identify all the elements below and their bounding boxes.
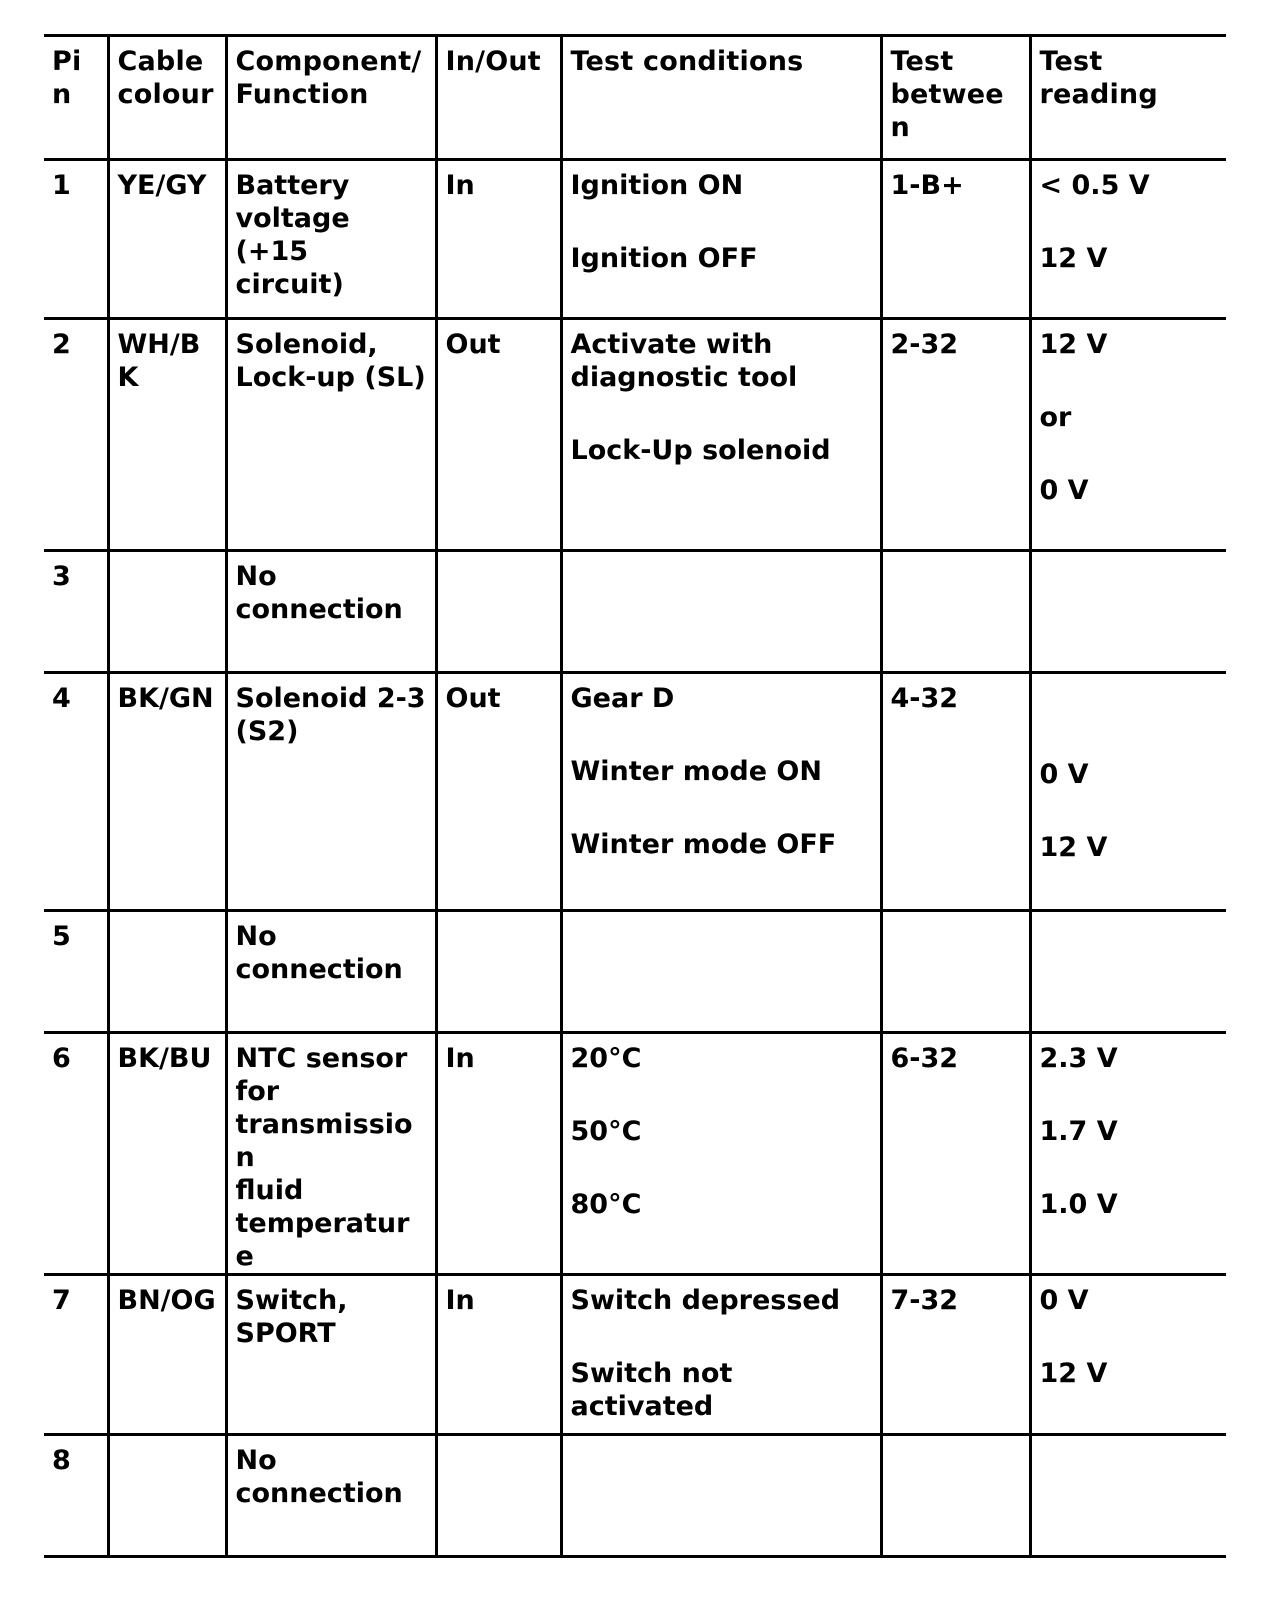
reading-cell: 0 V 12 V <box>1030 673 1226 911</box>
cable-cell: YE/GY <box>108 160 226 319</box>
table-row <box>44 1435 1226 1557</box>
inout-cell: In <box>436 1275 561 1435</box>
between-cell: 4-32 <box>881 673 1030 911</box>
table-row <box>44 1033 1226 1275</box>
cable-cell: BN/OG <box>108 1275 226 1435</box>
cable-cell: BK/GN <box>108 673 226 911</box>
pin-cell: 1 <box>44 160 108 319</box>
header-in-out: In/Out <box>436 36 561 160</box>
conditions-cell: Ignition ON Ignition OFF <box>561 160 881 319</box>
header-pin: Pin <box>44 36 108 160</box>
table-row <box>44 319 1226 551</box>
pin-cell: 6 <box>44 1033 108 1275</box>
component-cell: No connection <box>226 551 436 673</box>
inout-cell <box>436 551 561 673</box>
pin-cell: 7 <box>44 1275 108 1435</box>
component-cell: Battery voltage (+15 circuit) <box>226 160 436 319</box>
component-cell: Switch, SPORT <box>226 1275 436 1435</box>
table-row <box>44 911 1226 1033</box>
component-cell: NTC sensor for transmission fluid temperature <box>226 1033 436 1275</box>
reading-cell <box>1030 1435 1226 1557</box>
between-cell <box>881 1435 1030 1557</box>
between-cell <box>881 551 1030 673</box>
pin-cell: 8 <box>44 1435 108 1557</box>
reading-cell: 2.3 V 1.7 V 1.0 V <box>1030 1033 1226 1275</box>
inout-cell: In <box>436 1033 561 1275</box>
conditions-cell: 20°C 50°C 80°C <box>561 1033 881 1275</box>
cable-cell <box>108 551 226 673</box>
table-row <box>44 551 1226 673</box>
conditions-cell: Activate with diagnostic tool Lock-Up solenoid <box>561 319 881 551</box>
cable-cell <box>108 911 226 1033</box>
header-test-conditions: Test conditions <box>561 36 881 160</box>
between-cell <box>881 911 1030 1033</box>
cable-cell: WH/BK <box>108 319 226 551</box>
component-cell: No connection <box>226 911 436 1033</box>
between-cell: 2-32 <box>881 319 1030 551</box>
conditions-cell: Switch depressed Switch not activated <box>561 1275 881 1435</box>
inout-cell <box>436 1435 561 1557</box>
component-cell: Solenoid 2-3 (S2) <box>226 673 436 911</box>
cable-cell: BK/BU <box>108 1033 226 1275</box>
header-cable-colour: Cable colour <box>108 36 226 160</box>
cable-cell <box>108 1435 226 1557</box>
reading-cell: < 0.5 V 12 V <box>1030 160 1226 319</box>
header-test-reading: Test reading <box>1030 36 1226 160</box>
reading-cell: 12 V or 0 V <box>1030 319 1226 551</box>
table-row <box>44 160 1226 319</box>
conditions-cell <box>561 551 881 673</box>
table-row <box>44 1275 1226 1435</box>
conditions-cell <box>561 1435 881 1557</box>
pin-cell: 3 <box>44 551 108 673</box>
reading-cell <box>1030 911 1226 1033</box>
reading-cell <box>1030 551 1226 673</box>
between-cell: 1-B+ <box>881 160 1030 319</box>
inout-cell: Out <box>436 319 561 551</box>
pin-cell: 4 <box>44 673 108 911</box>
conditions-cell <box>561 911 881 1033</box>
between-cell: 6-32 <box>881 1033 1030 1275</box>
inout-cell: In <box>436 160 561 319</box>
conditions-cell: Gear D Winter mode ON Winter mode OFF <box>561 673 881 911</box>
component-cell: Solenoid, Lock-up (SL) <box>226 319 436 551</box>
pin-cell: 5 <box>44 911 108 1033</box>
pin-assignment-table <box>44 34 1226 1558</box>
component-cell: No connection <box>226 1435 436 1557</box>
inout-cell: Out <box>436 673 561 911</box>
reading-cell: 0 V 12 V <box>1030 1275 1226 1435</box>
between-cell: 7-32 <box>881 1275 1030 1435</box>
table-header-row <box>44 36 1226 160</box>
table-row <box>44 673 1226 911</box>
header-component-function: Component/ Function <box>226 36 436 160</box>
inout-cell <box>436 911 561 1033</box>
header-test-between: Test between <box>881 36 1030 160</box>
pin-cell: 2 <box>44 319 108 551</box>
